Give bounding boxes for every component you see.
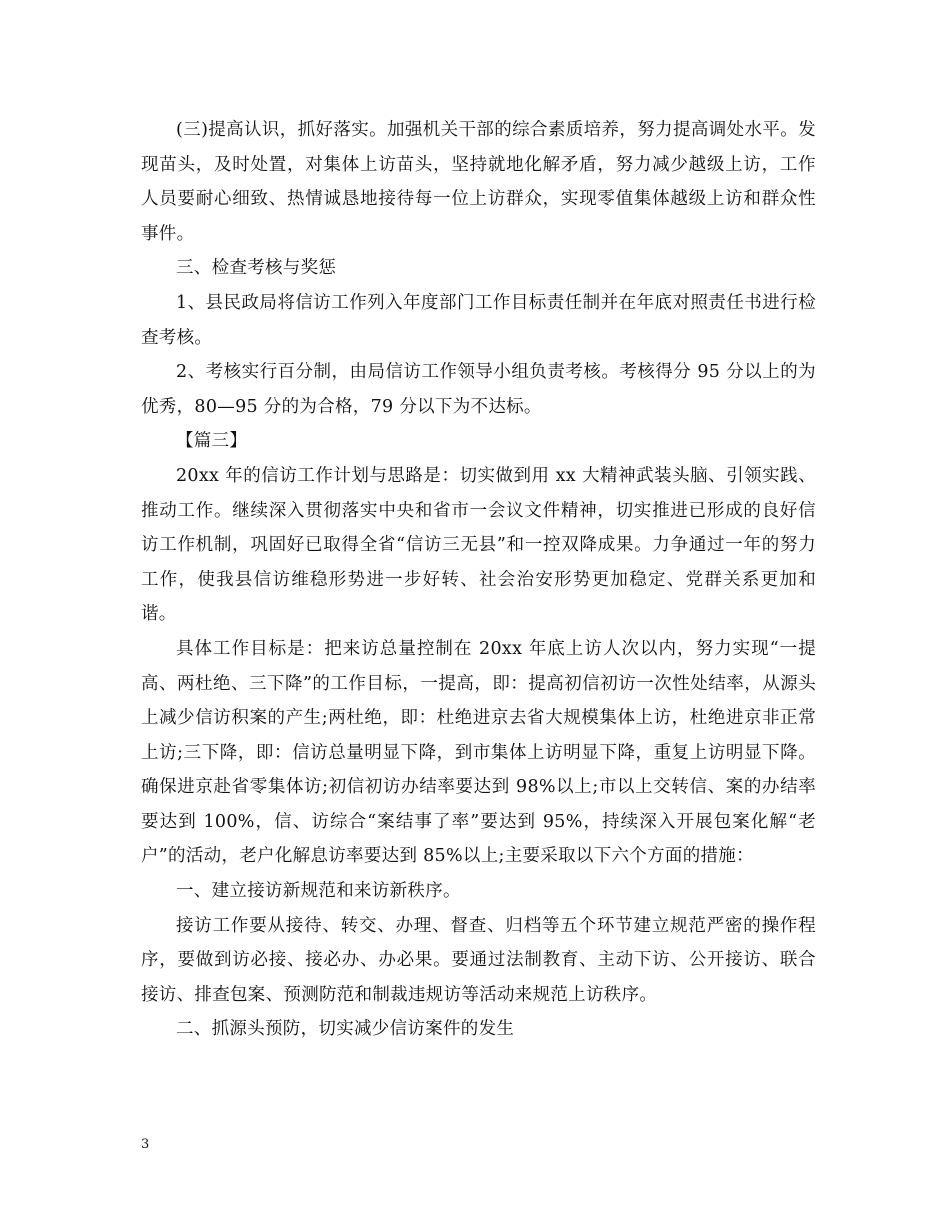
section-heading-inspection: 三、检查考核与奖惩 bbox=[176, 258, 337, 279]
paragraph-reception-procedure: 接访工作要从接待、转交、办理、督查、归档等五个环节建立规范严密的操作程序，要做到访必接、接必办、办必果。要通过法制教育、主动下访、公开接访、联合接访、排查包案、预测防范和制裁违规访等活动来规范上访秩序。 bbox=[141, 915, 816, 1005]
paragraph-work-goals: 具体工作目标是：把来访总量控制在 20xx 年底上访人次以内，努力实现“一提高、两杜绝、三下降”的工作目标，一提高，即：提高初信初访一次性处结率，从源头上减少信访积案的产生;两杜绝，即：杜绝进京去省大规模集体上访，杜绝进京非正常上访;三下降，即：信访总量明显下降，到市集体上访明显下降，重复上访明显下降。确保进京赴省零集体访;初信初访办结率要达到 98%以上;市以上交转信、案的办结率要达到 100%，信、访综合“案结事了率”要达到 95%，持续深入开展包案化解“老户”的活动，老户化解息访率要达到 85%以上;主要采取以下六个方面的措施： bbox=[141, 638, 816, 867]
section-heading-reception-norms: 一、建立接访新规范和来访新秩序。 bbox=[176, 881, 461, 902]
section-heading-source-prevention: 二、抓源头预防，切实减少信访案件的发生 bbox=[176, 1019, 515, 1040]
paragraph-work-plan: 20xx 年的信访工作计划与思路是：切实做到用 xx 大精神武装头脑、引领实践、推动工作。继续深入贯彻落实中央和省市一会议文件精神，切实推进已形成的良好信访工作机制，巩固好已取得全省“信访三无县”和一控双降成果。力争通过一年的努力工作，使我县信访维稳形势进一步好转、社会治安形势更加稳定、党群关系更加和谐。 bbox=[141, 465, 816, 625]
chapter-heading-part-three: 【篇三】 bbox=[176, 431, 248, 452]
paragraph-improve-awareness: (三)提高认识，抓好落实。加强机关干部的综合素质培养，努力提高调处水平。发现苗头，及时处置，对集体上访苗头，坚持就地化解矛盾，努力减少越级上访，工作人员要耐心细致、热情诚恳地接待每一位上访群众，实现零值集体越级上访和群众性事件。 bbox=[141, 120, 816, 244]
page-number: 3 bbox=[141, 1137, 150, 1152]
paragraph-assessment-2: 2、考核实行百分制，由局信访工作领导小组负责考核。考核得分 95 分以上的为优秀，80—95 分的为合格，79 分以下为不达标。 bbox=[141, 362, 816, 417]
document-body bbox=[141, 113, 816, 1047]
paragraph-assessment-1: 1、县民政局将信访工作列入年度部门工作目标责任制并在年底对照责任书进行检查考核。 bbox=[141, 292, 816, 348]
